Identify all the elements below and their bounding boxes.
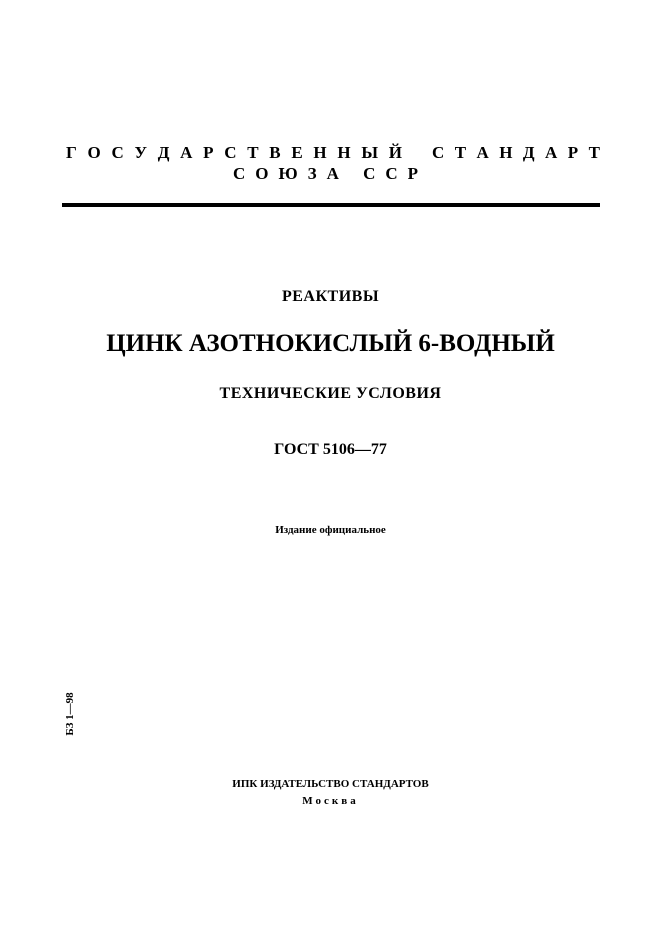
header-letter: С xyxy=(111,143,124,162)
header-letter: С xyxy=(224,143,237,162)
header-letter: Ы xyxy=(361,143,379,162)
header-letter: У xyxy=(134,143,147,162)
city: Москва xyxy=(302,795,359,807)
header-letter: Т xyxy=(247,143,259,162)
header-letter: Р xyxy=(203,143,214,162)
header-letter: Н xyxy=(337,143,351,162)
header-letter: А xyxy=(476,143,489,162)
header-letter: Д xyxy=(522,143,535,162)
side-code-text: БЗ 1—98 xyxy=(64,692,76,736)
header-letter: Д xyxy=(157,143,170,162)
header-letter: Г xyxy=(66,143,77,162)
header-line1 xyxy=(66,143,600,163)
header-letter: Н xyxy=(313,143,327,162)
edition-note: Издание официальное xyxy=(275,524,386,536)
publisher: ИПК ИЗДАТЕЛЬСТВО СТАНДАРТОВ xyxy=(232,778,429,790)
header-line2: СОЮЗА ССР xyxy=(232,164,429,183)
side-code xyxy=(60,688,80,740)
header-letter: С xyxy=(432,143,445,162)
document-subtitle: ТЕХНИЧЕСКИЕ УСЛОВИЯ xyxy=(219,385,442,402)
document-category: РЕАКТИВЫ xyxy=(281,288,380,305)
header-letter: Е xyxy=(291,143,303,162)
header-letter: В xyxy=(269,143,281,162)
header-letter: А xyxy=(180,143,193,162)
standard-number: ГОСТ 5106—77 xyxy=(274,441,387,458)
header-word-standard xyxy=(432,143,600,163)
document-title: ЦИНК АЗОТНОКИСЛЫЙ 6-ВОДНЫЙ xyxy=(106,330,555,357)
header-letter: Т xyxy=(454,143,467,162)
header-letter: О xyxy=(87,143,101,162)
header-letter: А xyxy=(545,143,558,162)
header-word-state xyxy=(66,143,402,163)
header-letter: Н xyxy=(499,143,513,162)
header-letter: Й xyxy=(388,143,402,162)
header-letter: Т xyxy=(588,143,600,162)
header-divider xyxy=(62,203,600,207)
header-letter: Р xyxy=(567,143,579,162)
